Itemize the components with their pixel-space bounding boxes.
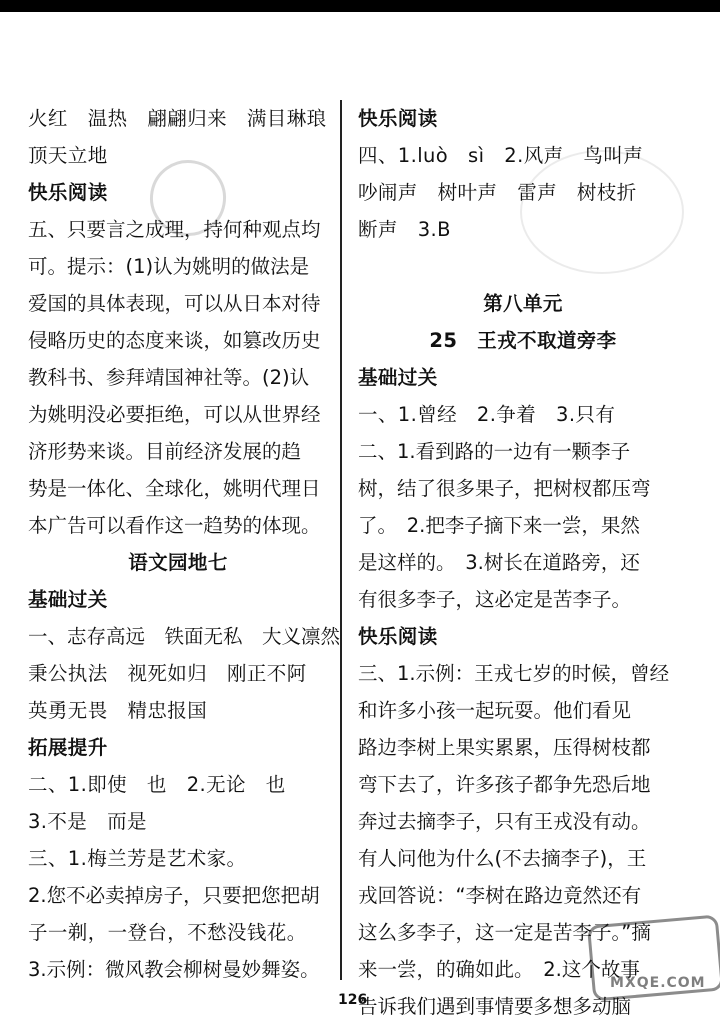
section-heading: 基础过关	[28, 588, 108, 611]
page-number: 126	[338, 992, 368, 1008]
answer-line: 断声 3.B	[358, 218, 451, 241]
section-heading: 快乐阅读	[358, 625, 438, 648]
unit-heading: 第八单元	[483, 292, 563, 315]
answer-line: 教科书、参拜靖国神社等。(2)认	[28, 366, 310, 389]
answer-line: 英勇无畏 精忠报国	[28, 699, 208, 722]
answer-line: 奔过去摘李子，只有王戎没有动。	[358, 810, 651, 833]
answer-line: 可。提示：(1)认为姚明的做法是	[28, 255, 310, 278]
answer-line: 五、只要言之成理，持何种观点均	[28, 218, 321, 241]
answer-line: 三、1.示例：王戎七岁的时候，曾经	[358, 662, 670, 685]
answer-line: 有人问他为什么(不去摘李子)，王	[358, 847, 647, 870]
answer-line: 济形势来谈。目前经济发展的趋	[28, 440, 302, 463]
answer-line: 火红 温热 翩翩归来 满目琳琅	[28, 107, 327, 130]
top-border	[0, 0, 720, 12]
answer-line: 子一剃，一登台，不愁没钱花。	[28, 921, 307, 944]
answer-line: 戎回答说：“李树在路边竟然还有	[358, 884, 642, 907]
answer-line: 弯下去了，许多孩子都争先恐后地	[358, 773, 651, 796]
column-divider	[340, 100, 342, 980]
answer-line: 树，结了很多果子，把树杈都压弯	[358, 477, 651, 500]
answer-line: 是这样的。 3.树长在道路旁，还	[358, 551, 640, 574]
answer-line: 来一尝，的确如此。 2.这个故事	[358, 958, 640, 981]
section-heading: 快乐阅读	[358, 107, 438, 130]
spacer	[358, 248, 688, 285]
answer-line: 二、1.即使 也 2.无论 也	[28, 773, 286, 796]
answer-line: 3.示例：微风教会柳树曼妙舞姿。	[28, 958, 320, 981]
answer-line: 一、志存高远 铁面无私 大义凛然	[28, 625, 341, 648]
answer-line: 秉公执法 视死如归 刚正不阿	[28, 662, 307, 685]
answer-line: 本广告可以看作这一趋势的体现。	[28, 514, 321, 537]
answer-line: 3.不是 而是	[28, 810, 147, 833]
answer-line: 路边李树上果实累累，压得树枝都	[358, 736, 651, 759]
answer-line: 2.您不必卖掉房子，只要把您把胡	[28, 884, 320, 907]
unit-heading: 语文园地七	[128, 551, 228, 574]
answer-line: 顶天立地	[28, 144, 108, 167]
section-heading: 拓展提升	[28, 736, 108, 759]
answer-line: 和许多小孩一起玩耍。他们看见	[358, 699, 632, 722]
answer-line: 侵略历史的态度来谈，如篡改历史	[28, 329, 321, 352]
answer-line: 吵闹声 树叶声 雷声 树枝折	[358, 181, 637, 204]
answer-line: 三、1.梅兰芳是艺术家。	[28, 847, 247, 870]
answer-line: 爱国的具体表现，可以从日本对待	[28, 292, 321, 315]
answer-line: 势是一体化、全球化，姚明代理日	[28, 477, 321, 500]
answer-line: 了。 2.把李子摘下来一尝，果然	[358, 514, 640, 537]
section-heading: 基础过关	[358, 366, 438, 389]
left-column	[28, 100, 341, 988]
answer-line: 二、1.看到路的一边有一颗李子	[358, 440, 631, 463]
answer-line: 为姚明没必要拒绝，可以从世界经	[28, 403, 321, 426]
watermark-url: MXQE.COM	[610, 975, 706, 991]
section-heading: 快乐阅读	[28, 181, 108, 204]
answer-line: 一、1.曾经 2.争着 3.只有	[358, 403, 616, 426]
lesson-title: 25 王戎不取道旁李	[429, 329, 617, 352]
answer-line: 四、1.luò sì 2.风声 鸟叫声	[358, 144, 644, 167]
right-column	[358, 100, 688, 1025]
answer-line: 告诉我们遇到事情要多想多动脑	[358, 995, 632, 1018]
answer-line: 有很多李子，这必定是苦李子。	[358, 588, 632, 611]
answer-line: 这么多李子，这一定是苦李子。”摘	[358, 921, 651, 944]
